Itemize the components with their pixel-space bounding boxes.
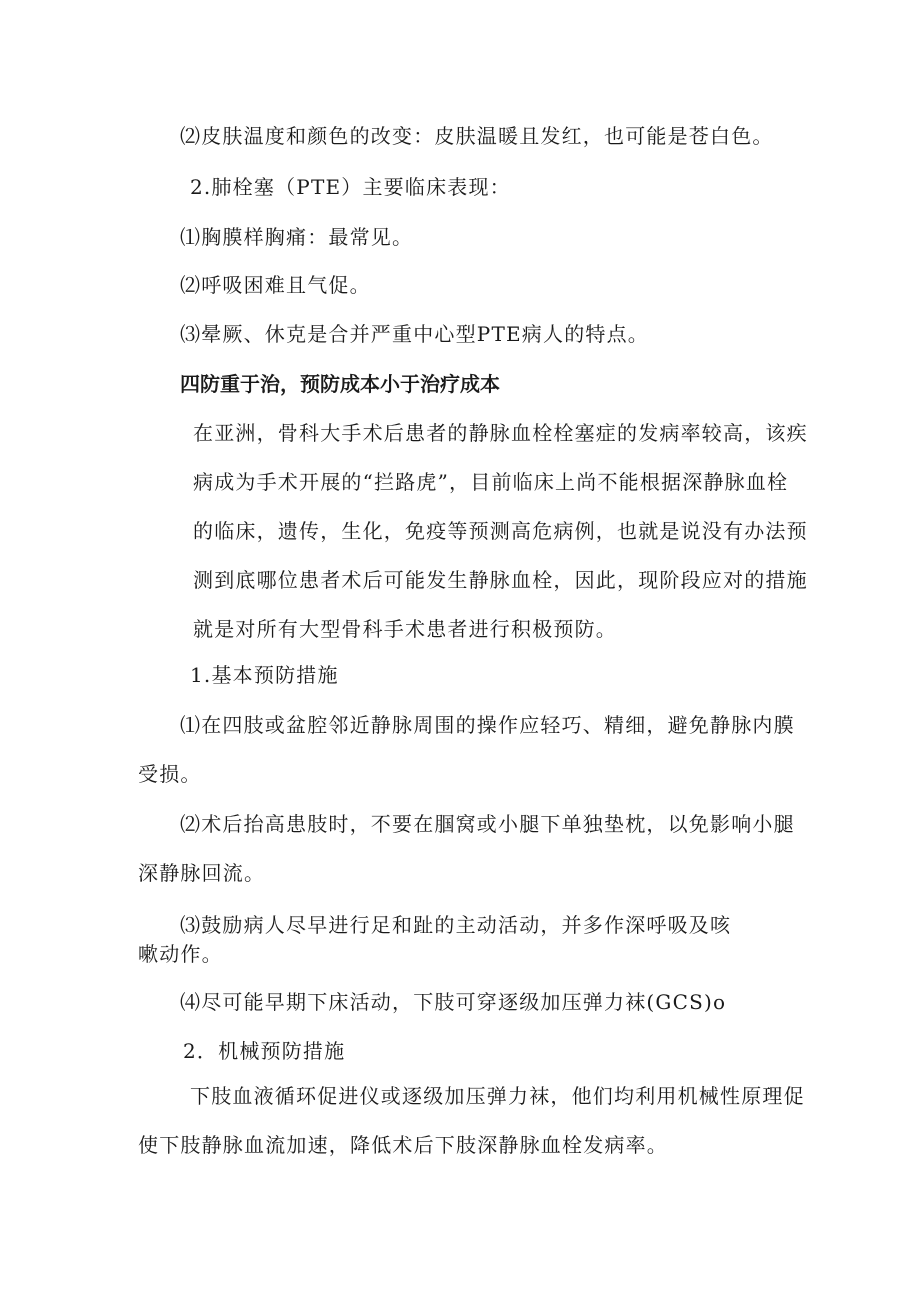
- mechanical-prevention-title: 2．机械预防措施: [183, 1039, 346, 1063]
- pte-item-3: ⑶晕厥、休克是合并严重中心型PTE病人的特点。: [180, 322, 649, 346]
- mechanical-line-1: 下肢血液循环促进仪或逐级加压弹力袜，他们均利用机械性原理促: [190, 1084, 805, 1108]
- basic-item-3-line-2: 嗽动作。: [138, 942, 223, 966]
- intro-line-5: 就是对所有大型骨科手术患者进行积极预防。: [193, 617, 617, 641]
- intro-line-2: 病成为手术开展的“拦路虎”，目前临床上尚不能根据深静脉血栓: [193, 470, 789, 494]
- basic-item-1-line-1: ⑴在四肢或盆腔邻近静脉周围的操作应轻巧、精细，避免静脉内膜: [180, 713, 795, 737]
- pte-item-2: ⑵呼吸困难且气促。: [180, 273, 371, 297]
- mechanical-line-2: 使下肢静脉血流加速，降低术后下肢深静脉血栓发病率。: [138, 1133, 668, 1157]
- basic-item-2-line-2: 深静脉回流。: [138, 861, 266, 885]
- intro-line-3: 的临床，遗传，生化，免疫等预测高危病例，也就是说没有办法预: [193, 519, 808, 543]
- basic-prevention-title: 1.基本预防措施: [190, 663, 339, 687]
- basic-item-4: ⑷尽可能早期下床活动，下肢可穿逐级加压弹力袜(GCS)o: [180, 990, 727, 1014]
- prevention-heading: 四防重于治，预防成本小于治疗成本: [180, 372, 500, 396]
- intro-line-1: 在亚洲，骨科大手术后患者的静脉血栓栓塞症的发病率较高，该疾: [193, 421, 808, 445]
- basic-item-3-line-1: ⑶鼓励病人尽早进行足和趾的主动活动，并多作深呼吸及咳: [180, 913, 732, 937]
- skin-change-item: ⑵皮肤温度和颜色的改变：皮肤温暖且发红，也可能是苍白色。: [180, 124, 774, 148]
- pte-item-1: ⑴胸膜样胸痛：最常见。: [180, 225, 414, 249]
- pte-section-title: 2.肺栓塞（PTE）主要临床表现：: [190, 175, 511, 199]
- basic-item-1-line-2: 受损。: [138, 762, 202, 786]
- intro-line-4: 测到底哪位患者术后可能发生静脉血栓，因此，现阶段应对的措施: [193, 568, 808, 592]
- basic-item-2-line-1: ⑵术后抬高患肢时，不要在腘窝或小腿下单独垫枕，以免影响小腿: [180, 812, 795, 836]
